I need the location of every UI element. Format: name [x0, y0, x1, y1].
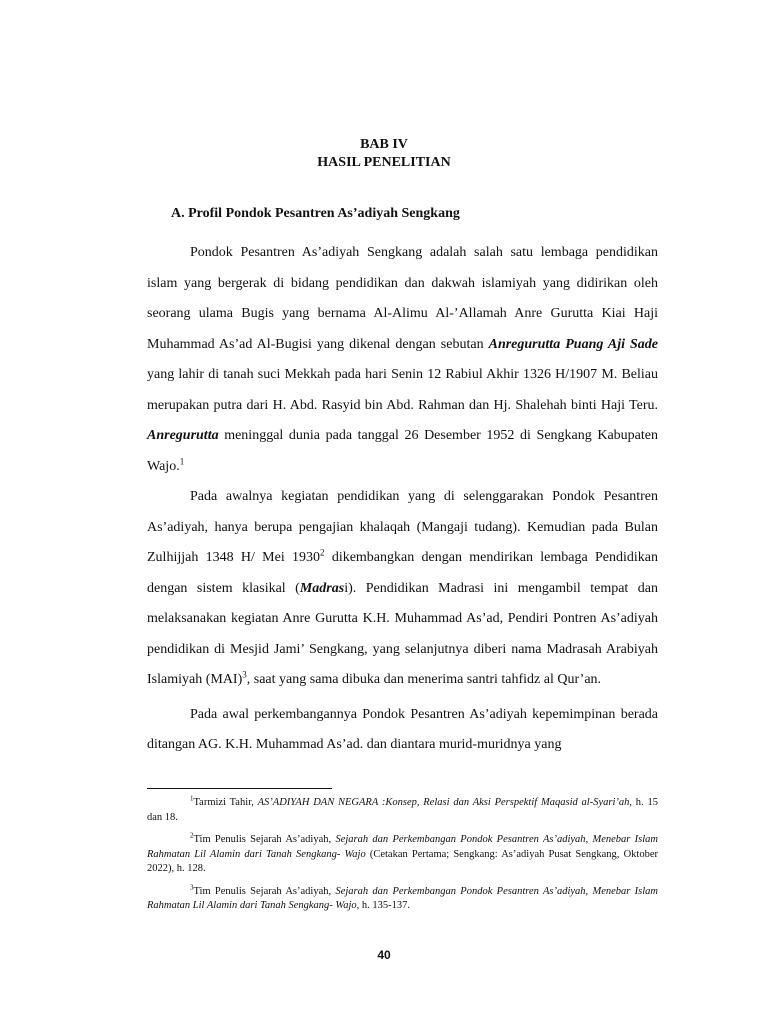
page-number: 40: [377, 948, 391, 962]
footnote-reference[interactable]: 3: [242, 669, 247, 680]
emphasis-text: Anregurutta Puang Aji Sade: [488, 336, 659, 352]
chapter-heading: [0, 136, 768, 172]
footnote-text: Tim Penulis Sejarah As’adiyah,: [193, 885, 336, 897]
chapter-number: BAB IV: [360, 137, 408, 152]
footnote-1: [147, 796, 658, 825]
paragraph-2: [147, 482, 658, 696]
footnote-number: 1: [190, 794, 194, 803]
footnote-text: Tarmizi Tahir,: [193, 797, 258, 808]
footnote-number: 3: [190, 883, 194, 891]
paragraph-1: [147, 238, 658, 482]
footnote-title: Sejarah dan Perkembangan Pondok Pesantren As’adiyah, Menebar Islam Rahmatan Lil Alamin dari Tanah Sengkang- Wajo: [147, 834, 659, 860]
footnote-3: [147, 885, 658, 914]
emphasis-text: Anregurutta: [147, 428, 219, 443]
paragraph-text: dikembangkan dengan mendirikan lembaga Pendidikan dengan sistem klasikal (: [147, 550, 658, 596]
footnotes: [147, 796, 658, 922]
body-text: [147, 238, 658, 761]
paragraph-3: [147, 700, 658, 761]
chapter-title: HASIL PENELITIAN: [317, 155, 451, 170]
paragraph-text: Pada awalnya kegiatan pendidikan yang di selenggarakan Pondok Pesantren As’adiyah, hanya berupa pengajian khalaqah (Mangaji tudang). Kemudian pada Bulan Zulhijjah 1348 H/ Mei 1930: [147, 489, 658, 565]
footnote-separator: [147, 788, 332, 789]
footnote-text: , h. 15 dan 18.: [147, 797, 658, 823]
paragraph-text: i). Pendidikan Madrasi ini mengambil tempat dan melaksanakan kegiatan Anre Gurutta K.H. Muhammad As’ad, Pendiri Pontren As’adiyah pendidikan di Mesjid Jami’ Sengkang, yang selanjutnya diberi nama Madrasah Arabiyah Islamiyah (MAI): [147, 580, 658, 687]
paragraph-text: Pondok Pesantren As’adiyah Sengkang adalah salah satu lembaga pendidikan islam yang bergerak di bidang pendidikan dan dakwah islamiyah yang didirikan oleh seorang ulama Bugis yang bernama Al-Alimu Al-’Allamah Anre Gurutta Kiai Haji Muhammad As’ad Al-Bugisi yang dikenal dengan sebutan: [147, 245, 658, 352]
footnote-reference[interactable]: 2: [320, 547, 325, 558]
footnote-text: (Cetakan Pertama; Sengkang: As’adiyah Pusat Sengkang, Oktober 2022), h. 128.: [147, 848, 658, 874]
footnote-title: AS’ADIYAH DAN NEGARA :Konsep, Relasi dan Aksi Perspektif Maqasid al-Syari’ah: [257, 797, 630, 808]
emphasis-text: Madras: [299, 580, 345, 596]
paragraph-text: yang lahir di tanah suci Mekkah pada hari Senin 12 Rabiul Akhir 1326 H/1907 M. Beliau merupakan putra dari H. Abd. Rasyid bin Abd. Rahman dan Hj. Shalehah binti Haji Teru.: [147, 367, 658, 413]
footnote-reference[interactable]: 1: [179, 455, 185, 466]
footnote-number: 2: [190, 831, 194, 840]
footnote-title: Sejarah dan Perkembangan Pondok Pesantren As’adiyah, Menebar Islam Rahmatan Lil Alamin dari Tanah Sengkang- Wajo: [147, 885, 659, 911]
paragraph-text: , saat yang sama dibuka dan menerima santri tahfidz al Qur’an.: [246, 672, 602, 687]
paragraph-text: meninggal dunia pada tanggal 26 Desember 1952 di Sengkang Kabupaten Wajo.: [147, 428, 658, 474]
footnote-text: , h. 135-137.: [356, 900, 411, 911]
footnote-2: [147, 833, 658, 877]
section-heading: A. Profil Pondok Pesantren As’adiyah Sengkang: [171, 206, 460, 221]
footnote-text: Tim Penulis Sejarah As’adiyah,: [193, 834, 336, 845]
paragraph-text: Pada awal perkembangannya Pondok Pesantren As’adiyah kepemimpinan berada ditangan AG. K.H. Muhammad As’ad. dan diantara murid-muridnya yang: [147, 706, 658, 752]
